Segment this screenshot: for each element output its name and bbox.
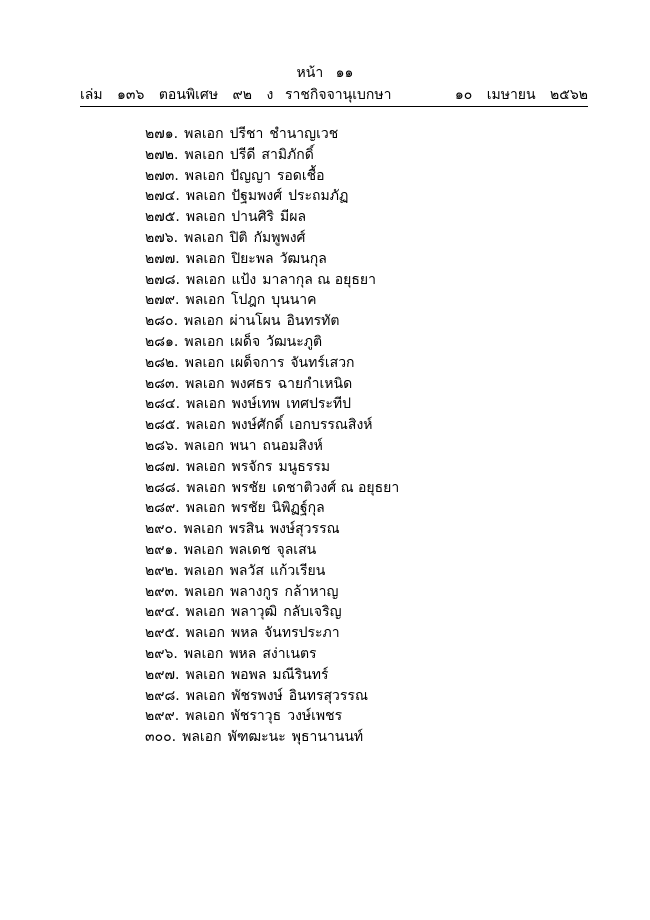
entry-last-name: มนูธรรม xyxy=(278,458,331,475)
entry-rank: พลเอก xyxy=(184,229,224,246)
list-item xyxy=(145,249,585,270)
page-label: หน้า xyxy=(296,65,324,81)
list-item xyxy=(145,207,585,228)
entry-number: ๒๙๖. xyxy=(145,645,178,662)
entry-number: ๒๙๑. xyxy=(145,541,178,558)
list-item xyxy=(145,290,585,311)
list-item xyxy=(145,353,585,374)
entry-rank: พลเอก xyxy=(186,458,226,475)
entry-number: ๒๗๒. xyxy=(145,146,179,163)
entry-last-name: ถนอมสิงห์ xyxy=(262,437,323,454)
entry-last-name: มีผล xyxy=(280,209,307,226)
entry-first-name: แป้ง xyxy=(231,271,257,288)
entry-last-name: สง่าเนตร xyxy=(262,645,317,662)
entry-number: ๒๗๗. xyxy=(145,250,180,267)
entry-last-name: มาลากุล ณ อยุธยา xyxy=(262,271,376,288)
list-item xyxy=(145,145,585,166)
entry-first-name: เผด็จการ xyxy=(230,354,285,371)
entry-last-name: มณีรินทร์ xyxy=(272,666,329,683)
entry-first-name: พงษ์เทพ xyxy=(231,396,281,413)
entry-rank: พลเอก xyxy=(184,313,224,330)
entry-number: ๒๙๘. xyxy=(145,687,180,704)
entry-number: ๓๐๐. xyxy=(145,729,177,746)
entry-last-name: อินทรทัต xyxy=(286,313,340,330)
entry-number: ๒๗๙. xyxy=(145,292,180,309)
entry-rank: พลเอก xyxy=(186,479,226,496)
entry-last-name: แก้วเรียน xyxy=(269,562,326,579)
entry-last-name: กัมพูพงศ์ xyxy=(253,229,306,246)
list-item xyxy=(145,561,585,582)
list-item xyxy=(145,186,585,207)
entry-number: ๒๙๕. xyxy=(145,625,180,642)
list-item xyxy=(145,602,585,623)
entry-number: ๒๗๑. xyxy=(145,126,179,142)
entry-rank: พลเอก xyxy=(184,354,225,371)
entry-first-name: ปานศิริ xyxy=(231,209,275,226)
entry-number: ๒๙๗. xyxy=(145,666,180,683)
date-month: เมษายน xyxy=(486,87,536,103)
entry-first-name: พงศธร xyxy=(230,375,272,392)
volume-number: ๑๓๖ xyxy=(117,87,145,103)
entry-first-name: ปัญญา xyxy=(230,167,271,184)
entry-rank: พลเอก xyxy=(184,437,224,454)
entry-number: ๒๗๘. xyxy=(145,271,181,288)
entry-last-name: จุลเสน xyxy=(276,541,317,558)
entry-rank: พลเอก xyxy=(183,521,223,538)
entry-number: ๒๘๗. xyxy=(145,458,181,475)
entry-rank: พลเอก xyxy=(183,645,224,662)
list-item xyxy=(145,332,585,353)
list-item xyxy=(145,644,585,665)
list-item xyxy=(145,374,585,395)
entry-last-name: วัฒนะภูติ xyxy=(266,333,323,350)
name-list xyxy=(145,124,585,748)
list-item xyxy=(145,498,585,519)
publication-title: ราชกิจจานุเบกษา xyxy=(285,87,392,103)
entry-first-name: พัชราวุธ xyxy=(230,708,282,725)
entry-first-name: พรสิน xyxy=(228,521,264,538)
entry-rank: พลเอก xyxy=(184,126,224,142)
entry-first-name: พอพล xyxy=(230,666,267,683)
special-label: ตอนพิเศษ xyxy=(158,87,219,103)
entry-first-name: พัฑฒะนะ xyxy=(227,729,286,746)
entry-last-name: กลับเจริญ xyxy=(283,604,342,621)
entry-rank: พลเอก xyxy=(184,562,224,579)
volume-label: เล่ม xyxy=(80,87,103,103)
entry-first-name: เผด็จ xyxy=(229,333,261,350)
entry-rank: พลเอก xyxy=(185,500,226,517)
entry-first-name: พลาวุฒิ xyxy=(231,604,278,621)
publication-date xyxy=(445,86,588,104)
entry-rank: พลเอก xyxy=(183,541,224,558)
entry-rank: พลเอก xyxy=(186,271,226,288)
entry-number: ๒๘๙. xyxy=(145,500,180,517)
entry-last-name: พงษ์สุวรรณ xyxy=(269,521,340,538)
entry-first-name: ปิยะพล xyxy=(231,250,274,267)
entry-rank: พลเอก xyxy=(184,333,224,350)
page-number xyxy=(0,64,650,82)
entry-number: ๒๙๒. xyxy=(145,562,179,579)
entry-rank: พลเอก xyxy=(185,188,226,205)
entry-first-name: พลวัส xyxy=(229,562,264,579)
entry-first-name: พหล xyxy=(229,645,257,662)
entry-number: ๒๘๓. xyxy=(145,375,180,392)
entry-last-name: นิพิฏฐ์กุล xyxy=(271,500,325,517)
list-item xyxy=(145,478,585,499)
date-day: ๑๐ xyxy=(454,87,473,103)
entry-last-name: ชำนาญเวช xyxy=(269,126,339,142)
entry-number: ๒๙๓. xyxy=(145,583,179,600)
entry-number: ๒๘๘. xyxy=(145,479,181,496)
list-item xyxy=(145,415,585,436)
entry-first-name: ปัฐมพงศ์ xyxy=(231,188,283,205)
entry-number: ๒๘๒. xyxy=(145,354,179,371)
list-item xyxy=(145,686,585,707)
list-item xyxy=(145,124,585,145)
entry-last-name: บุนนาค xyxy=(271,292,317,309)
entry-last-name: จันทร์เสวก xyxy=(290,354,355,371)
entry-rank: พลเอก xyxy=(185,250,226,267)
list-item xyxy=(145,270,585,291)
entry-number: ๒๘๕. xyxy=(145,417,181,434)
entry-first-name: พลเดช xyxy=(229,541,271,558)
entry-last-name: รอดเชื้อ xyxy=(276,167,325,184)
date-year: ๒๕๖๒ xyxy=(550,87,588,103)
entry-rank: พลเอก xyxy=(185,625,226,642)
entry-rank: พลเอก xyxy=(185,708,225,725)
entry-first-name: พรชัย xyxy=(231,479,267,496)
entry-rank: พลเอก xyxy=(185,666,225,683)
list-item xyxy=(145,166,585,187)
entry-last-name: ฉายกำเหนิด xyxy=(277,375,353,392)
entry-rank: พลเอก xyxy=(186,396,226,413)
entry-rank: พลเอก xyxy=(185,292,225,309)
entry-rank: พลเอก xyxy=(184,146,224,163)
entry-rank: พลเอก xyxy=(184,583,224,600)
entry-last-name: วัฒนกุล xyxy=(279,250,327,267)
entry-rank: พลเอก xyxy=(185,375,225,392)
volume-info xyxy=(80,86,283,104)
list-item xyxy=(145,540,585,561)
entry-first-name: ปิติ xyxy=(229,229,248,246)
list-item xyxy=(145,727,585,748)
entry-rank: พลเอก xyxy=(185,687,226,704)
list-item xyxy=(145,228,585,249)
entry-number: ๒๗๓. xyxy=(145,167,179,184)
document-header xyxy=(80,86,588,106)
entry-first-name: ปรีดี xyxy=(229,146,256,163)
entry-last-name: เดชาติวงศ์ ณ อยุธยา xyxy=(272,479,400,496)
page-number-value: ๑๑ xyxy=(335,65,354,81)
entry-number: ๒๙๙. xyxy=(145,708,180,725)
entry-rank: พลเอก xyxy=(182,729,222,746)
list-item xyxy=(145,457,585,478)
entry-first-name: พรจักร xyxy=(231,458,273,475)
entry-last-name: ประถมภัฏ xyxy=(288,188,349,205)
entry-number: ๒๙๔. xyxy=(145,604,180,621)
list-item xyxy=(145,311,585,332)
issue-suffix: ง xyxy=(266,87,274,103)
entry-number: ๒๗๕. xyxy=(145,209,180,226)
entry-first-name: ปรีชา xyxy=(229,126,264,142)
entry-last-name: กล้าหาญ xyxy=(284,583,339,600)
list-item xyxy=(145,665,585,686)
list-item xyxy=(145,394,585,415)
entry-first-name: พรชัย xyxy=(231,500,266,517)
entry-first-name: พหล xyxy=(231,625,259,642)
entry-rank: พลเอก xyxy=(185,604,226,621)
entry-first-name: ผ่านโผน xyxy=(229,313,281,330)
entry-rank: พลเอก xyxy=(186,417,226,434)
list-item xyxy=(145,623,585,644)
list-item xyxy=(145,582,585,603)
list-item xyxy=(145,436,585,457)
entry-number: ๒๙๐. xyxy=(145,521,178,538)
entry-number: ๒๘๔. xyxy=(145,396,181,413)
entry-number: ๒๗๔. xyxy=(145,188,180,205)
entry-last-name: เอกบรรณสิงห์ xyxy=(289,417,373,434)
header-divider xyxy=(80,106,588,107)
entry-number: ๒๘๑. xyxy=(145,333,179,350)
entry-rank: พลเอก xyxy=(185,209,226,226)
entry-number: ๒๘๖. xyxy=(145,437,179,454)
entry-first-name: พงษ์ศักดิ์ xyxy=(231,417,284,434)
entry-number: ๒๗๖. xyxy=(145,229,179,246)
entry-rank: พลเอก xyxy=(184,167,225,184)
entry-last-name: อินทรสุวรรณ xyxy=(288,687,368,704)
list-item xyxy=(145,519,585,540)
entry-last-name: จันทรประภา xyxy=(264,625,340,642)
entry-last-name: วงษ์เพชร xyxy=(287,708,343,725)
entry-number: ๒๘๐. xyxy=(145,313,179,330)
list-item xyxy=(145,706,585,727)
entry-last-name: พุธานานนท์ xyxy=(291,729,364,746)
entry-first-name: พนา xyxy=(229,437,257,454)
entry-last-name: เทศประทีป xyxy=(286,396,352,413)
entry-first-name: โปฎก xyxy=(230,292,266,309)
entry-last-name: สามิภักดิ์ xyxy=(261,146,314,163)
issue-number: ๙๒ xyxy=(232,87,252,103)
entry-first-name: พัชรพงษ์ xyxy=(231,687,283,704)
entry-first-name: พลางกูร xyxy=(230,583,279,600)
